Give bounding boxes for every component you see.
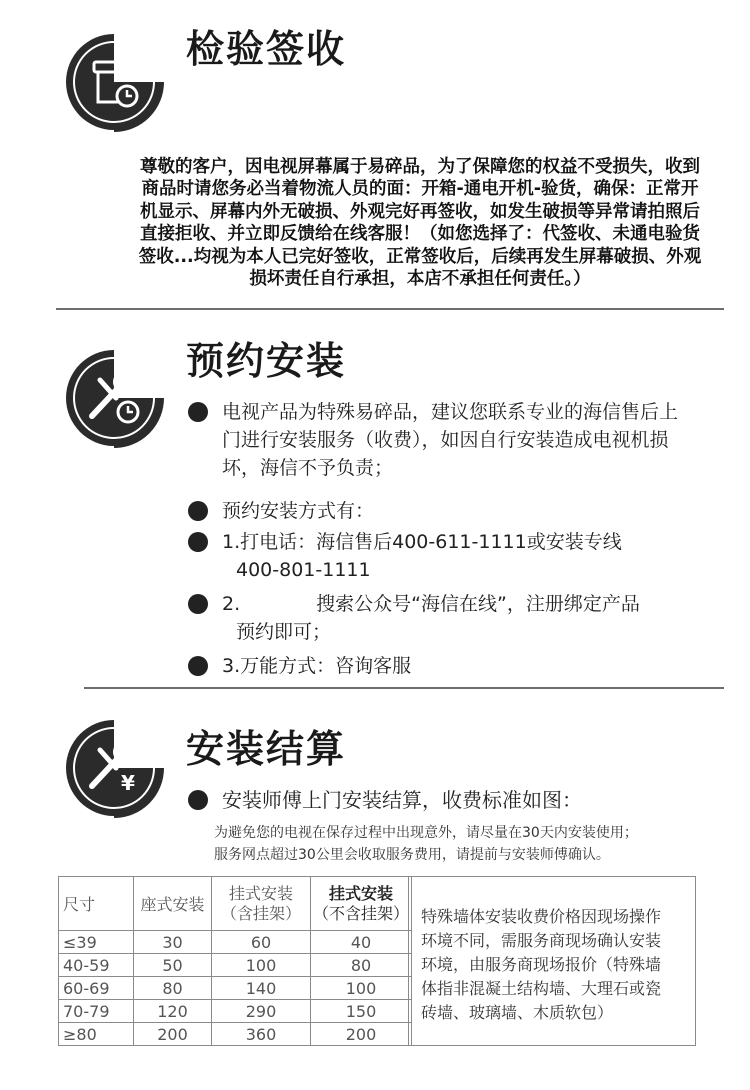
- header-wall-with: 挂式安装 （含挂架）: [212, 877, 311, 931]
- bullet-arrow-icon: [188, 656, 208, 676]
- divider-1: [56, 308, 724, 310]
- section-title-inspection: 检验签收: [186, 27, 347, 71]
- install-bullet-1: 电视产品为特殊易碎品，建议您联系专业的海信售后上 门进行安装服务（收费），如因自行安装造成电视机损 坏，海信不予负责；: [222, 398, 678, 482]
- box-clock-icon: [62, 30, 166, 134]
- install-bullet-4: 2. 搜索公众号“海信在线”，注册绑定产品 预约即可；: [222, 590, 640, 646]
- divider-2: [84, 687, 724, 689]
- table-row: ≥80 200 360 200: [59, 1023, 412, 1046]
- inspection-notice: 尊敬的客户，因电视屏幕属于易碎品，为了保障您的权益不受损失，收到 商品时请您务必当着物流人员的面：开箱-通电开机-验货，确保：正常开 机显示、屏幕内外无破损、外观完好再签收，如发生破损等异常请拍照后 直接拒收、并立即反馈给在线客服！（如您选择了：代签收、未通电验货 签收...均视为本人已完好签收，正常签收后，后续再发生屏幕破损、外观 损坏责任自行承担，本店不承担任何责任。）: [138, 157, 702, 290]
- bullet-arrow-icon: [188, 402, 208, 422]
- table-row: 40-59 50 100 80: [59, 954, 412, 977]
- bullet-arrow-icon: [188, 501, 208, 521]
- fee-table: [58, 876, 412, 1046]
- wrench-yuan-icon: [62, 716, 166, 820]
- section-title-settlement: 安装结算: [186, 727, 347, 771]
- settlement-note: 为避免您的电视在保存过程中出现意外，请尽量在30天内安装使用； 服务网点超过30公里会收取服务费用，请提前与安装师傅确认。: [214, 825, 638, 863]
- install-bullet-2: 预约安装方式有：: [222, 497, 374, 525]
- install-bullet-3: 1.打电话：海信售后400-611-1111或安装专线 400-801-1111: [222, 528, 622, 584]
- settlement-bullet-1: 安装师傅上门安装结算，收费标准如图：: [222, 786, 582, 814]
- header-seat: 座式安装: [134, 877, 212, 931]
- bullet-arrow-icon: [188, 532, 208, 552]
- table-row: ≤39 30 60 40: [59, 931, 412, 954]
- header-wall-without: 挂式安装 （不含挂架）: [311, 877, 412, 931]
- section-title-install: 预约安装: [186, 339, 347, 383]
- special-wall-note: 特殊墙体安装收费价格因现场操作 环境不同，需服务商现场确认安装 环境，由服务商现场报价（特殊墙 体指非混凝土结构墙、大理石或瓷 砖墙、玻璃墙、木质软包）: [408, 876, 696, 1046]
- table-row: 60-69 80 140 100: [59, 977, 412, 1000]
- svg-text:¥: ¥: [121, 771, 135, 795]
- wrench-screwdriver-clock-icon: [62, 346, 166, 450]
- table-row: 70-79 120 290 150: [59, 1000, 412, 1023]
- bullet-arrow-icon: [188, 594, 208, 614]
- bullet-arrow-icon: [188, 790, 208, 810]
- header-size: 尺寸: [59, 877, 134, 931]
- install-bullet-5: 3.万能方式：咨询客服: [222, 652, 411, 680]
